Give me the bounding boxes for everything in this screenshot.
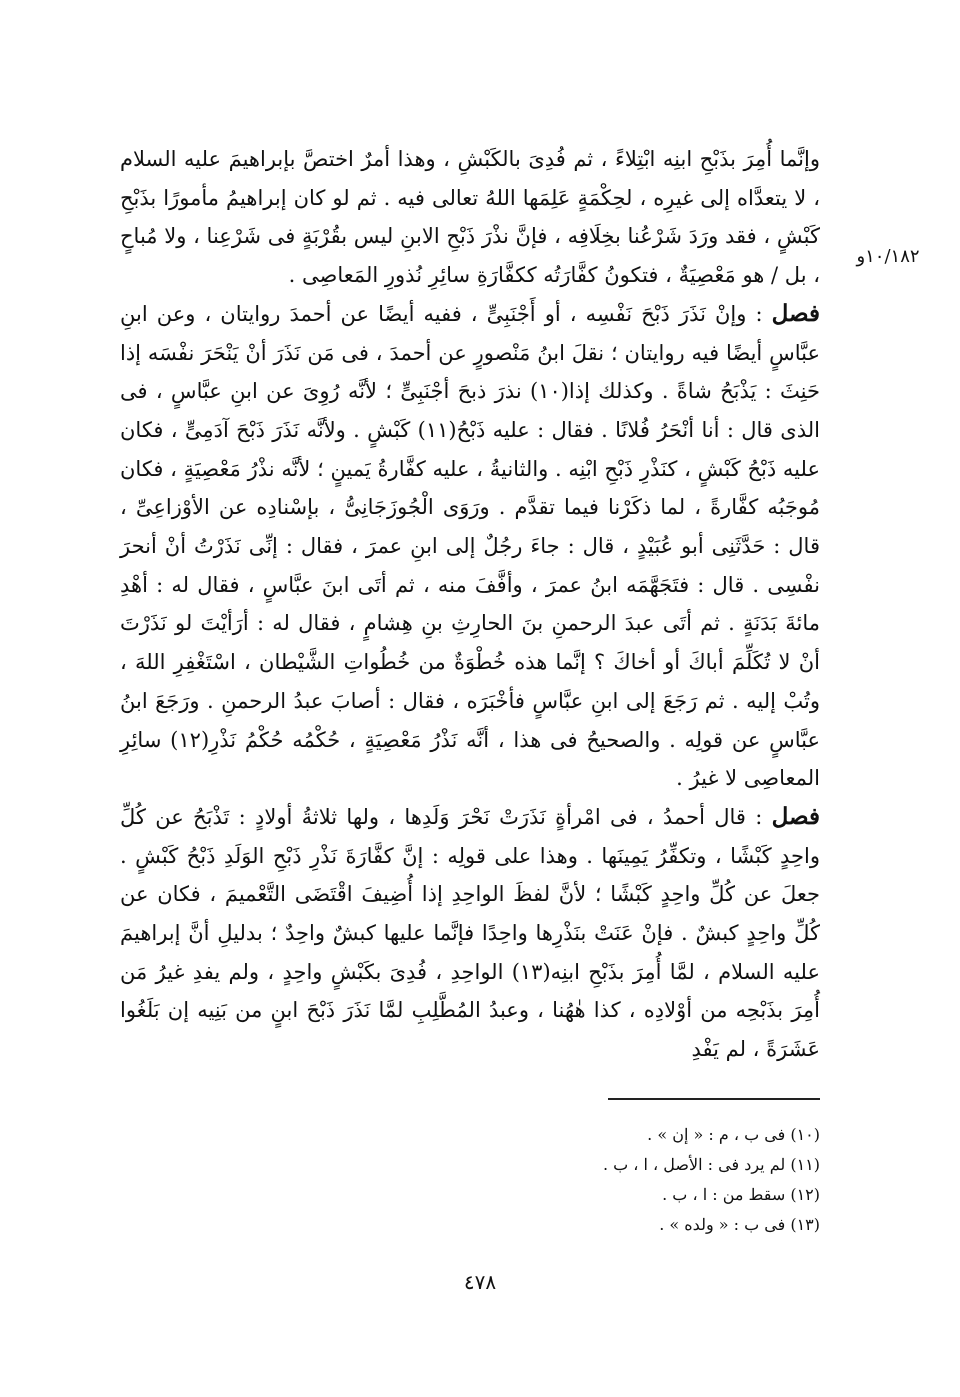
footnote: (١٣) فى ب : « ولده » .: [659, 1215, 820, 1234]
footnote: (١١) لم يرد فى : الأصل ، ا ، ب .: [602, 1155, 820, 1174]
footnote: (١٠) فى ب ، م : « إن » .: [647, 1125, 820, 1144]
paragraph-text: : قال أحمدُ ، فى امْرأةٍ نَذَرَتْ نَحْرَ وَلَدِها ، ولها ثلاثةُ أولادٍ : تَذْبَحُ عن كُلِّ واحِدٍ كَبْشًا ، وتكفِّرُ يَمِينَها . وهذا على قولِه : إنَّ كفَّارَةَ نَذْرِ ذَبْحِ الوَلَدِ ذَبْحُ كَبْشٍ . جعلَ عن كُلِّ واحِدٍ كَبْشًا ؛ لأنَّ لفظَ الواحِدِ إذا أُضِيفَ اقْتَضَى التَّعْميمَ ، فكان عن كُلِّ واحِدٍ كبشٌ . فإنْ عَنَتْ بنَذْرِها واحِدًا فإنَّما عليها كبشٌ واحِدٌ ؛ بدليلِ أنَّ إبراهيمَ عليه السلام ، لمَّا أُمِرَ بذَبْحِ ابنِه(١٣) الواحِدِ ، فُدِىَ بكَبْشٍ واحِدٍ ، ولم يفدِ غيرُ مَن أُمِرَ بذَبْحِه من أوْلادِه ، كذا هٰهُنا ، وعبدُ المُطَّلِبِ لمَّا نَذَرَ ذَبْحَ ابنٍ من بَنِيه إن بَلَغُوا عَشَرَةً ، لم يَفْدِ: [120, 804, 820, 1062]
page-number: ٤٧٨: [463, 1270, 497, 1294]
paragraph-text: وإنَّما أُمِرَ بذَبْحِ ابنِه ابْتِلاءً ، ثم فُدِىَ بالكَبْشِ ، وهذا أمرٌ اختصَّ بإبراهيمَ عليه السلام ، لا يتعدَّاه إلى غيرِه ، لحِكْمَةٍ عَلِمَها اللهُ تعالى فيه . ثم لو كان إبراهيمُ مأمورًا بذَبْحِ كَبْشٍ ، فقد ورَدَ شَرْعُنا بخِلَافِه ، فإنَّ نذْرَ ذَبْحِ الابنِ ليس بقُرْبَةٍ فى شَرْعِنا ، ولا مُباحٍ ، بل / هو مَعْصِيَةٌ ، فتكونُ كفَّارَتُه ككفَّارَةِ سائِرِ نُذورِ المَعاصِى .: [120, 147, 820, 288]
footnotes: [500, 1120, 820, 1240]
footnote-divider: [608, 1098, 820, 1100]
footnote: (١٢) سقط من : ا ، ب .: [662, 1185, 820, 1204]
main-text: [120, 140, 820, 1069]
paragraph: [120, 295, 820, 798]
paragraph-text: : وإنْ نَذَرَ ذَبْحَ نَفْسِه ، أو أَجْنَبِىٍّ ، ففيه أيضًا عن أحمدَ روايتان ، وعن ابنِ عبَّاسٍ أيضًا فيه روايتان ؛ نقلَ ابنُ مَنْصورٍ عن أحمدَ ، فى مَن نَذَرَ أنْ يَنْحَرَ نفْسَه إذا حَنِثَ : يَذْبَحُ شاةً . وكذلك إذا(١٠) نذرَ ذبحَ أجْنَبِىٍّ ؛ لأنَّه رُوِىَ عن ابنِ عبَّاسٍ ، فى الذى قال : أنا أنْحَرُ فُلانًا . فقال : عليه ذَبْحُ(١١) كَبْشٍ . ولأنَّه نَذَرَ ذَبْحَ آدَمِىٍّ ، فكان عليه ذَبْحُ كَبْشٍ ، كنَذْرِ ذَبْحِ ابْنِه . والثانيةُ ، عليه كفَّارةُ يَمينٍ ؛ لأنَّه نذْرُ مَعْصِيَةٍ ، فكان مُوجَبُه كفَّارةً ، لما ذكَرْنا فيما تقدَّم . ورَوَى الْجُوزَجَانِىُّ ، بإسْنادِه عن الأوْزاعِىِّ ، قال : حَدَّثَنِى أبو عُبَيْدٍ ، قال : جاءَ رجُلٌ إلى ابنِ عمرَ ، فقال : إنِّى نَذَرْتُ أنْ أنحرَ نفْسِى . قال : فتَجَهَّمَه ابنُ عمرَ ، وأفَّفَ منه ، ثم أتَى ابنَ عبَّاسٍ ، فقال له : أهْدِ مائةَ بَدَنَةٍ . ثم أتَى عبدَ الرحمنِ بنَ الحارِثِ بنِ هِشامٍ ، فقال له : أرَأيْتَ لو نَذَرْتَ أنْ لا تُكَلِّمَ أباكَ أو أخاكَ ؟ إنَّما هذه خُطْوَةٌ من خُطُواتِ الشَّيْطان ، اسْتَغْفِرِ اللهَ ، وتُبْ إليه . ثم رَجَعَ إلى ابنِ عبَّاسٍ فأخْبَرَه ، فقال : أصابَ عبدُ الرحمنِ . ورَجَعَ ابنُ عبَّاسٍ عن قولِه . والصحيحُ فى هذا ، أنَّه نَذْرُ مَعْصِيَةٍ ، حُكْمُه حُكْمُ نَذْرِ(١٢) سائِرِ المعاصِى لا غيرُ .: [120, 301, 820, 791]
paragraph: [120, 140, 820, 295]
margin-reference: ١٠/١٨٢و: [856, 246, 920, 267]
section-heading: فصل: [771, 802, 820, 830]
paragraph: [120, 798, 820, 1069]
section-heading: فصل: [771, 299, 820, 327]
